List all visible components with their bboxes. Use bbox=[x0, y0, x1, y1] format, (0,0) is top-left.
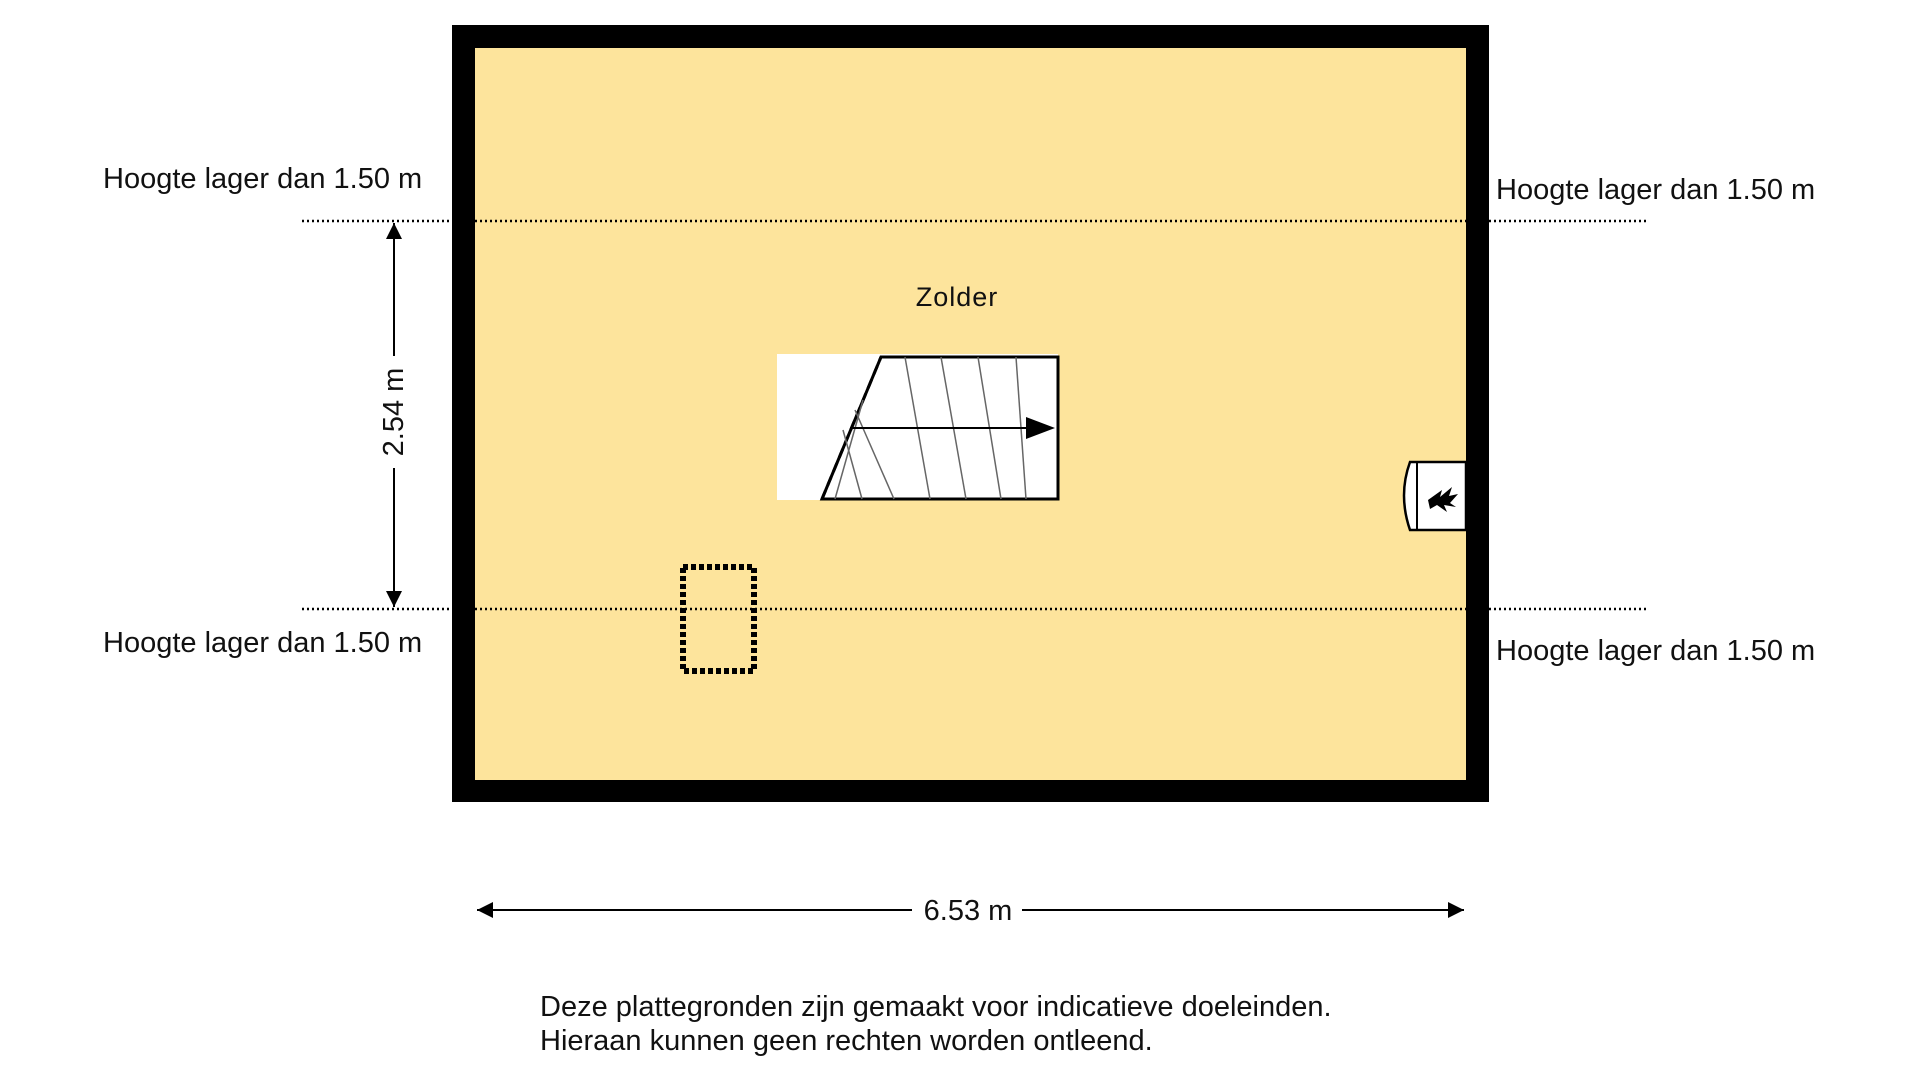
depth-dimension-label: 2.54 m bbox=[378, 367, 410, 457]
disclaimer bbox=[540, 990, 1740, 1058]
height-note-top-left: Hoogte lager dan 1.50 m bbox=[103, 163, 423, 195]
height-note-bottom-right: Hoogte lager dan 1.50 m bbox=[1496, 635, 1816, 667]
width-dimension bbox=[477, 895, 1464, 927]
room-name: Zolder bbox=[915, 282, 999, 312]
width-dimension-label: 6.53 m bbox=[923, 895, 1013, 927]
boiler-flame-icon bbox=[1404, 462, 1466, 530]
disclaimer-line-2: Hieraan kunnen geen rechten worden ontleend. bbox=[540, 1025, 1153, 1057]
height-note-top-right: Hoogte lager dan 1.50 m bbox=[1496, 174, 1816, 206]
depth-dimension bbox=[378, 223, 410, 607]
height-note-bottom-left: Hoogte lager dan 1.50 m bbox=[103, 627, 423, 659]
disclaimer-line-1: Deze plattegronden zijn gemaakt voor indicatieve doeleinden. bbox=[540, 991, 1332, 1023]
staircase-icon bbox=[777, 354, 1058, 500]
